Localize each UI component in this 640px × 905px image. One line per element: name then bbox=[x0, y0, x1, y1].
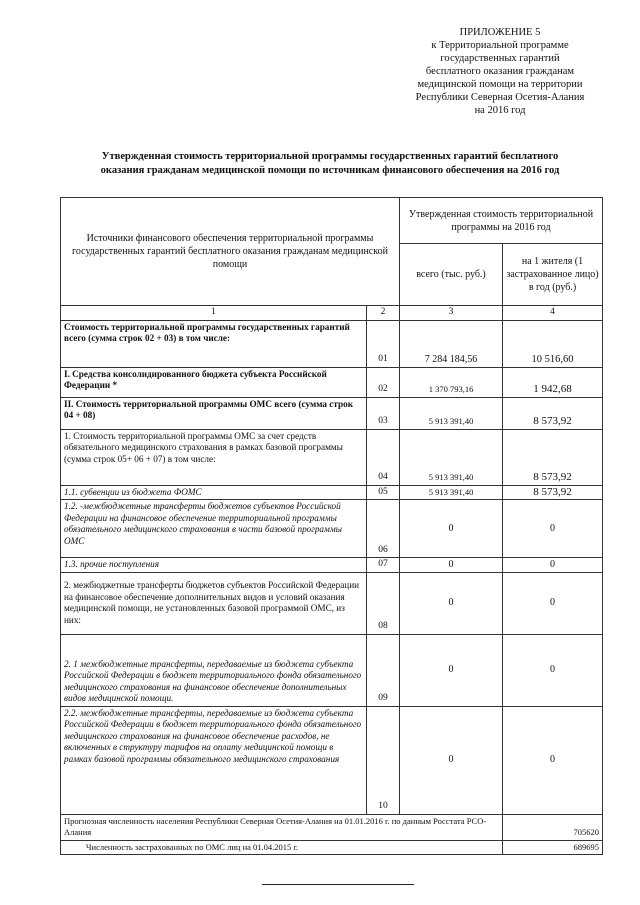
column-number-row bbox=[61, 306, 603, 321]
row-text: II. Стоимость территориальной программы ОМС всего (сумма строк 04 + 08) bbox=[61, 397, 367, 429]
table-row bbox=[61, 320, 603, 367]
row-code: 08 bbox=[367, 572, 400, 634]
table-row bbox=[61, 485, 603, 500]
table-row bbox=[61, 429, 603, 485]
row-total: 5 913 391,40 bbox=[400, 397, 503, 429]
row-text: 2.2. межбюджетные трансферты, передаваемые из бюджета субъекта Российской Федерации в бюджет территориального фонда обязательного медицинского страхования на финансовое обеспечение расходов, не включенных в структуру тарифов на оплату медицинской помощи в рамках базовой программы обязательного медицинского страхования bbox=[61, 706, 367, 814]
row-total: 5 913 391,40 bbox=[400, 485, 503, 500]
title-line-2: оказания гражданам медицинской помощи по источникам финансового обеспечения на 2016 год bbox=[100, 165, 560, 176]
header-source: Источники финансового обеспечения территориальной программы государственных гарантий бесплатного оказания гражданам медицинской помощи bbox=[61, 198, 400, 306]
row-per-capita: 8 573,92 bbox=[503, 485, 603, 500]
row-per-capita: 10 516,60 bbox=[503, 320, 603, 367]
row-total: 0 bbox=[400, 572, 503, 634]
row-code: 01 bbox=[367, 320, 400, 367]
row-code: 07 bbox=[367, 558, 400, 573]
row-code: 03 bbox=[367, 397, 400, 429]
footnote-separator bbox=[262, 884, 414, 885]
title-line-1: Утвержденная стоимость территориальной программы государственных гарантий бесплатного bbox=[101, 151, 559, 162]
cost-table bbox=[60, 197, 603, 855]
document-title bbox=[60, 150, 600, 178]
row-per-capita: 0 bbox=[503, 706, 603, 814]
row-code: 05 bbox=[367, 485, 400, 500]
row-per-capita: 0 bbox=[503, 558, 603, 573]
header-per-capita: на 1 жителя (1 застрахованное лицо) в год (руб.) bbox=[503, 244, 603, 306]
row-text: I. Средства консолидированного бюджета субъекта Российской Федерации * bbox=[61, 367, 367, 397]
row-text: 2. межбюджетные трансферты бюджетов субъектов Российской Федерации на финансовое обеспечение дополнительных видов и условий оказания медицинской помощи, не установленных базовой программой ОМС, из них: bbox=[61, 572, 367, 634]
row-text: 1.2. -межбюджетные трансферты бюджетов субъектов Российской Федерации на финансовое обеспечение территориальной программы обязательного медицинского страхования в части базовой программы ОМС bbox=[61, 500, 367, 558]
footer-row-population bbox=[61, 814, 603, 840]
table-row bbox=[61, 706, 603, 814]
row-total: 0 bbox=[400, 500, 503, 558]
row-code: 06 bbox=[367, 500, 400, 558]
appendix-note bbox=[395, 26, 605, 117]
appendix-line: к Территориальной программе bbox=[431, 40, 569, 51]
appendix-line: государственных гарантий bbox=[440, 53, 560, 64]
row-per-capita: 0 bbox=[503, 634, 603, 706]
col-number: 1 bbox=[61, 306, 367, 321]
row-per-capita: 1 942,68 bbox=[503, 367, 603, 397]
table-row bbox=[61, 500, 603, 558]
row-total: 0 bbox=[400, 558, 503, 573]
col-number: 3 bbox=[400, 306, 503, 321]
row-total: 7 284 184,56 bbox=[400, 320, 503, 367]
header-approved: Утвержденная стоимость территориальной программы на 2016 год bbox=[400, 198, 603, 244]
header-row bbox=[61, 198, 603, 244]
header-total: всего (тыс. руб.) bbox=[400, 244, 503, 306]
row-total: 1 370 793,16 bbox=[400, 367, 503, 397]
row-code: 04 bbox=[367, 429, 400, 485]
table-row bbox=[61, 397, 603, 429]
row-code: 09 bbox=[367, 634, 400, 706]
appendix-title: ПРИЛОЖЕНИЕ 5 bbox=[459, 27, 541, 38]
row-text: 1. Стоимость территориальной программы ОМС за счет средств обязательного медицинского страхования в рамках базовой программы (сумма строк 05+ 06 + 07) в том числе: bbox=[61, 429, 367, 485]
row-text: Стоимость территориальной программы государственных гарантий всего (сумма строк 02 + 03) в том числе: bbox=[61, 320, 367, 367]
table-row bbox=[61, 558, 603, 573]
row-per-capita: 0 bbox=[503, 500, 603, 558]
footer-text: Прогнозная численность населения Республики Северная Осетия-Алания на 01.01.2016 г. по данным Росстата РСО-Алания bbox=[61, 814, 503, 840]
col-number: 4 bbox=[503, 306, 603, 321]
row-per-capita: 8 573,92 bbox=[503, 429, 603, 485]
appendix-line: Республики Северная Осетия-Алания bbox=[415, 92, 585, 103]
row-per-capita: 8 573,92 bbox=[503, 397, 603, 429]
table-row bbox=[61, 367, 603, 397]
footer-value: 689695 bbox=[503, 840, 603, 855]
row-text: 1.1. субвенции из бюджета ФОМС bbox=[61, 485, 367, 500]
row-text: 1.3. прочие поступления bbox=[61, 558, 367, 573]
table-row bbox=[61, 634, 603, 706]
row-total: 0 bbox=[400, 634, 503, 706]
row-code: 02 bbox=[367, 367, 400, 397]
row-text: 2. 1 межбюджетные трансферты, передаваемые из бюджета субъекта Российской Федерации в бюджет территориального фонда обязательного медицинского страхования на финансовое обеспечение дополнительных видов медицинской помощи. bbox=[61, 634, 367, 706]
row-code: 10 bbox=[367, 706, 400, 814]
table-row bbox=[61, 572, 603, 634]
row-total: 0 bbox=[400, 706, 503, 814]
row-per-capita: 0 bbox=[503, 572, 603, 634]
appendix-line: на 2016 год bbox=[474, 105, 526, 116]
footer-text: Численность застрахованных по ОМС лиц на 01.04.2015 г. bbox=[61, 840, 503, 855]
col-number: 2 bbox=[367, 306, 400, 321]
appendix-line: бесплатного оказания гражданам bbox=[425, 66, 575, 77]
footer-row-insured bbox=[61, 840, 603, 855]
appendix-line: медицинской помощи на территории bbox=[417, 79, 583, 90]
row-total: 5 913 391,40 bbox=[400, 429, 503, 485]
footer-value: 705620 bbox=[503, 814, 603, 840]
